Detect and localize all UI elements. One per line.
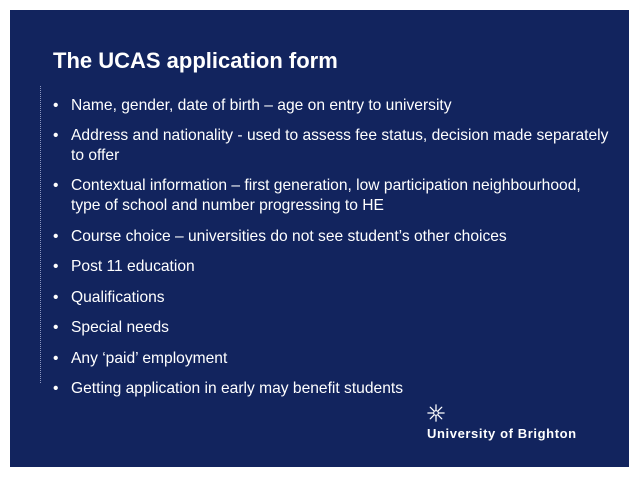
bullet-marker: • xyxy=(53,97,59,114)
bullet-text: Any ‘paid’ employment xyxy=(71,350,228,367)
logo-wordmark: University of Brighton xyxy=(427,426,577,441)
list-item xyxy=(53,349,613,369)
bullet-marker: • xyxy=(53,350,59,367)
bullet-text: Getting application in early may benefit students xyxy=(71,380,403,397)
bullet-text: Name, gender, date of birth – age on entry to university xyxy=(71,97,452,114)
bullet-marker: • xyxy=(53,319,59,336)
slide xyxy=(10,10,629,467)
list-item xyxy=(53,318,613,338)
bullet-marker: • xyxy=(53,228,59,245)
bullet-marker: • xyxy=(53,127,59,144)
bullet-marker: • xyxy=(53,380,59,397)
vertical-divider xyxy=(40,86,41,383)
bullet-text: Post 11 education xyxy=(71,258,195,275)
bullet-text: Address and nationality - used to assess fee status, decision made separately to offer xyxy=(71,127,609,164)
bullet-text: Qualifications xyxy=(71,289,165,306)
bullet-text: Special needs xyxy=(71,319,169,336)
list-item xyxy=(53,379,613,399)
star-burst-icon xyxy=(427,404,445,422)
list-item xyxy=(53,176,613,216)
list-item xyxy=(53,126,613,166)
bullet-marker: • xyxy=(53,258,59,275)
list-item xyxy=(53,257,613,277)
slide-title: The UCAS application form xyxy=(53,48,338,73)
list-item xyxy=(53,288,613,308)
list-item xyxy=(53,96,613,116)
bullet-marker: • xyxy=(53,177,59,194)
university-logo xyxy=(425,404,605,440)
list-item xyxy=(53,227,613,247)
bullet-text: Course choice – universities do not see student’s other choices xyxy=(71,228,507,245)
bullet-marker: • xyxy=(53,289,59,306)
bullet-text: Contextual information – first generation, low participation neighbourhood, type of school and number progressing to HE xyxy=(71,177,581,214)
